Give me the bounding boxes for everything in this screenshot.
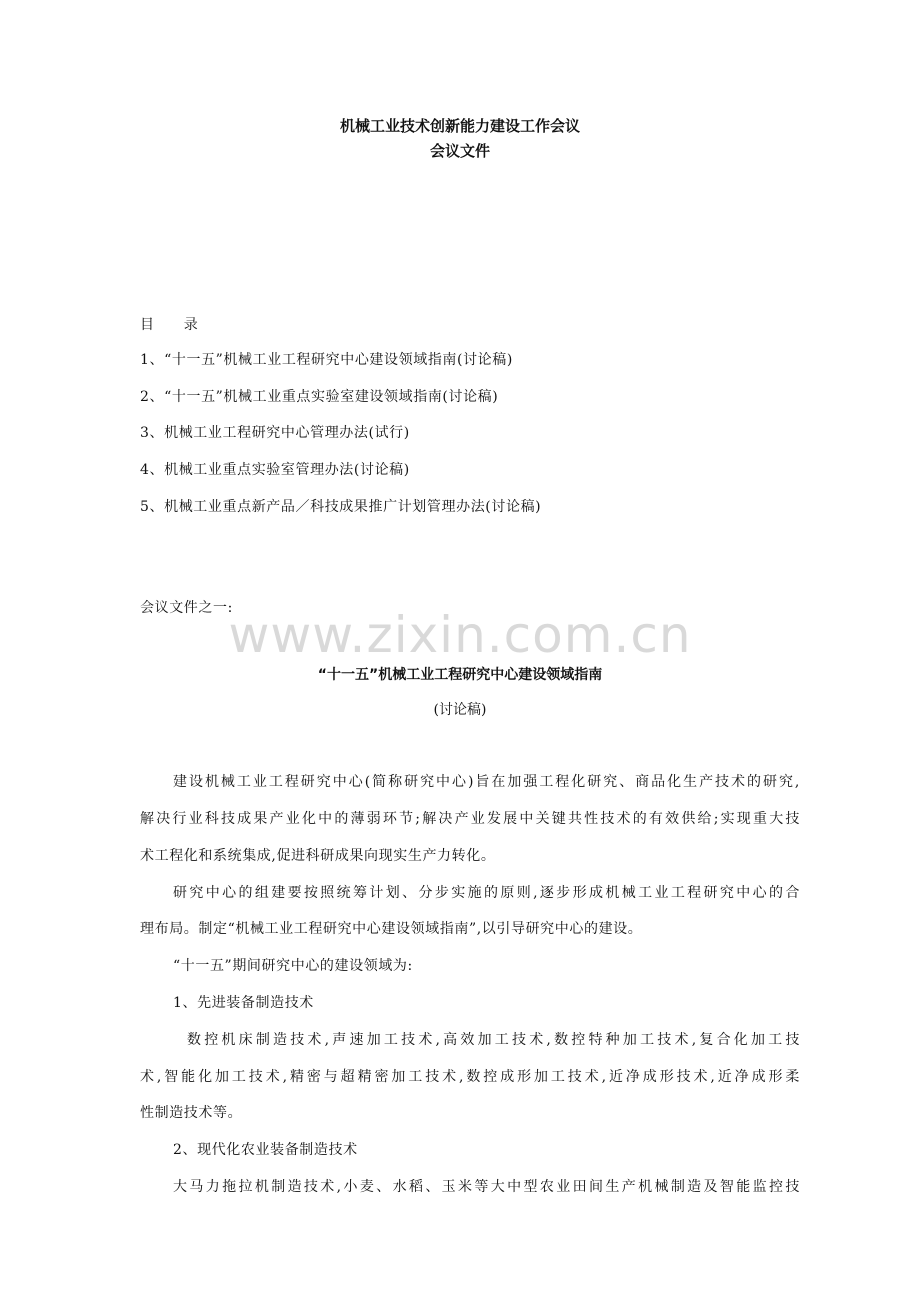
toc-item-3: 3、机械工业工程研究中心管理办法(试行): [140, 425, 410, 441]
body-line: 解决行业科技成果产业化中的薄弱环节;解决产业发展中关键共性技术的有效供给;实现重大技: [140, 811, 800, 827]
document-title-line2: 会议文件: [429, 142, 490, 160]
body-line: 数控机床制造技术,声速加工技术,高效加工技术,数控特种加工技术,复合化加工技: [187, 1032, 800, 1048]
section-label: 会议文件之一:: [140, 600, 233, 616]
body-line: 术,智能化加工技术,精密与超精密加工技术,数控成形加工技术,近净成形技术,近净成形柔: [140, 1069, 800, 1085]
body-line: 1、先进装备制造技术: [173, 995, 314, 1011]
section-subtitle: (讨论稿): [433, 702, 487, 718]
document-title-line1: 机械工业技术创新能力建设工作会议: [339, 117, 580, 135]
toc-heading: 目 录: [140, 317, 199, 333]
toc-item-5: 5、机械工业重点新产品／科技成果推广计划管理办法(讨论稿): [140, 499, 542, 515]
body-line: 理布局。制定“机械工业工程研究中心建设领域指南”,以引导研究中心的建设。: [140, 921, 643, 937]
body-line: 术工程化和系统集成,促进科研成果向现实生产力转化。: [140, 848, 496, 864]
body-line: 2、现代化农业装备制造技术: [173, 1142, 358, 1158]
toc-item-4: 4、机械工业重点实验室管理办法(讨论稿): [140, 462, 410, 478]
watermark: www.zixin.com.cn: [228, 606, 692, 664]
body-line: 大马力拖拉机制造技术,小麦、水稻、玉米等大中型农业田间生产机械制造及智能监控技: [173, 1179, 800, 1195]
section-title: “十一五”机械工业工程研究中心建设领域指南: [317, 667, 603, 683]
toc-item-1: 1、“十一五”机械工业工程研究中心建设领域指南(讨论稿): [140, 352, 513, 368]
body-line: “十一五”期间研究中心的建设领域为:: [173, 958, 413, 974]
toc-item-2: 2、“十一五”机械工业重点实验室建设领域指南(讨论稿): [140, 389, 499, 405]
body-line: 性制造技术等。: [140, 1105, 243, 1121]
body-line: 建设机械工业工程研究中心(简称研究中心)旨在加强工程化研究、商品化生产技术的研究,: [173, 774, 800, 790]
body-line: 研究中心的组建要按照统筹计划、分步实施的原则,逐步形成机械工业工程研究中心的合: [173, 885, 800, 901]
